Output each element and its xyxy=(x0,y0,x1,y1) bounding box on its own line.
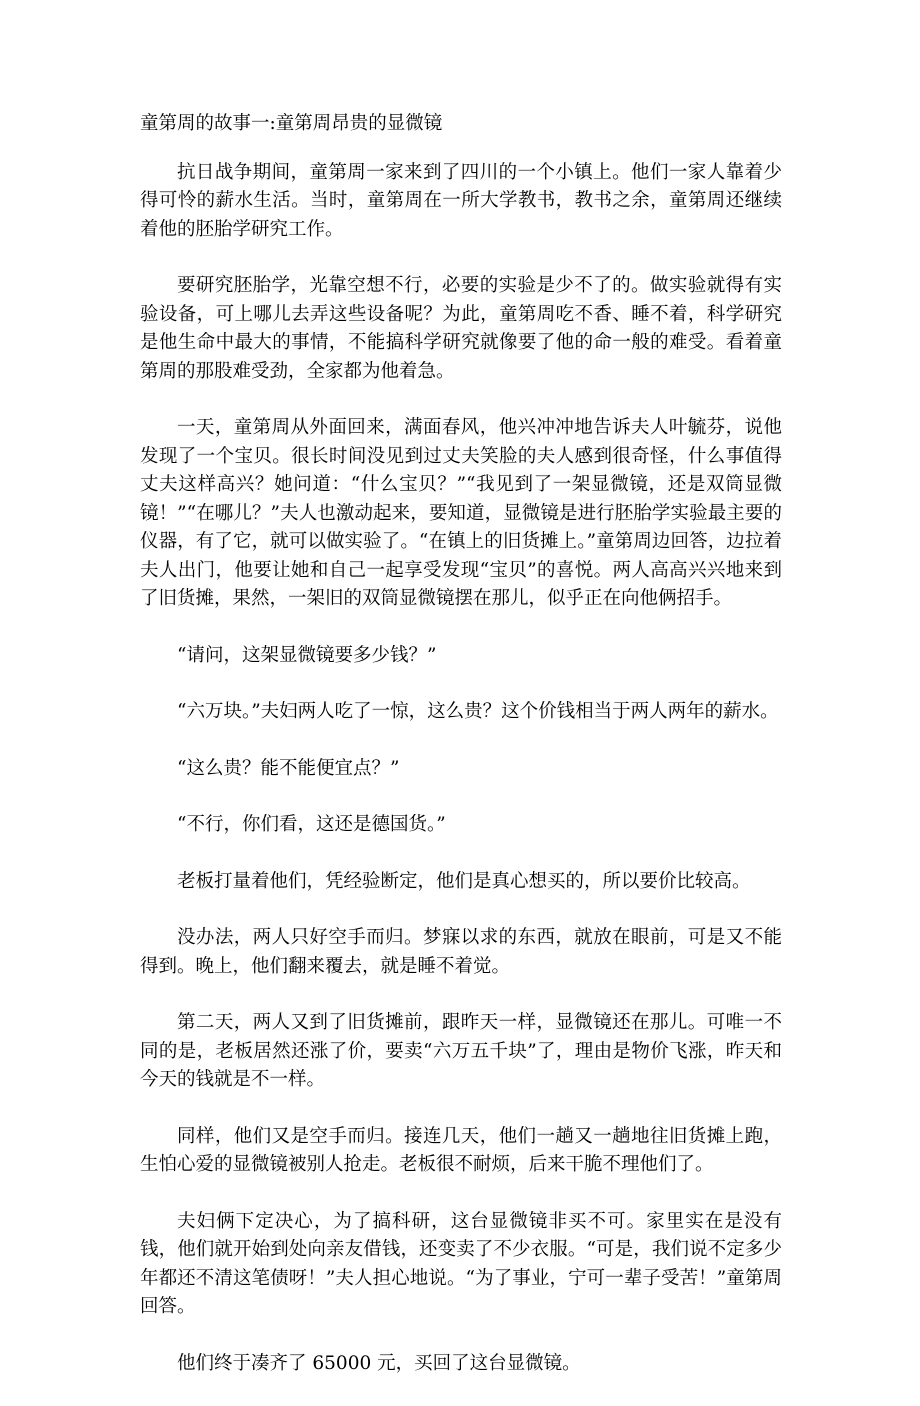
paragraph: 夫妇俩下定决心，为了搞科研，这台显微镜非买不可。家里实在是没有钱，他们就开始到处向亲友借钱，还变卖了不少衣服。“可是，我们说不定多少年都还不清这笔债呀！”夫人担心地说。“为了事业，宁可一辈子受苦！”童第周回答。 xyxy=(140,1210,782,1317)
document-title: 童第周的故事一:童第周昂贵的显微镜 xyxy=(140,113,443,134)
paragraph: 老板打量着他们，凭经验断定，他们是真心想买的，所以要价比较高。 xyxy=(177,870,751,892)
paragraph: “不行，你们看，这还是德国货。” xyxy=(177,814,446,835)
paragraph: 要研究胚胎学，光靠空想不行，必要的实验是少不了的。做实验就得有实验设备，可上哪儿去弄这些设备呢？为此，童第周吃不香、睡不着，科学研究是他生命中最大的事情，不能搞科学研究就像要了他的命一般的难受。看着童第周的那股难受劲，全家都为他着急。 xyxy=(140,275,782,382)
paragraph: “请问，这架显微镜要多少钱？” xyxy=(177,644,437,666)
paragraph: 没办法，两人只好空手而归。梦寐以求的东西，就放在眼前，可是又不能得到。晚上，他们翻来覆去，就是睡不着觉。 xyxy=(140,927,782,977)
paragraph: 抗日战争期间，童第周一家来到了四川的一个小镇上。他们一家人靠着少得可怜的薪水生活。当时，童第周在一所大学教书，教书之余，童第周还继续着他的胚胎学研究工作。 xyxy=(140,161,782,240)
paragraph: 同样，他们又是空手而归。接连几天，他们一趟又一趟地往旧货摊上跑，生怕心爱的显微镜被别人抢走。老板很不耐烦，后来干脆不理他们了。 xyxy=(140,1125,782,1175)
paragraph: 一天，童第周从外面回来，满面春风，他兴冲冲地告诉夫人叶毓芬，说他发现了一个宝贝。很长时间没见到过丈夫笑脸的夫人感到很奇怪，什么事值得丈夫这样高兴？她问道：“什么宝贝？”“我见到了一架显微镜，还是双筒显微镜！”“在哪儿？”夫人也激动起来，要知道，显微镜是进行胚胎学实验最主要的仪器，有了它，就可以做实验了。“在镇上的旧货摊上。”童第周边回答，边拉着夫人出门，他要让她和自己一起享受发现“宝贝”的喜悦。两人高高兴兴地来到了旧货摊，果然，一架旧的双筒显微镜摆在那儿，似乎正在向他俩招手。 xyxy=(140,417,782,609)
paragraph: “六万块。”夫妇两人吃了一惊，这么贵？这个价钱相当于两人两年的薪水。 xyxy=(177,701,779,722)
paragraph: 第二天，两人又到了旧货摊前，跟昨天一样，显微镜还在那儿。可唯一不同的是，老板居然还涨了价，要卖“六万五千块”了，理由是物价飞涨，昨天和今天的钱就是不一样。 xyxy=(140,1012,782,1090)
document-page xyxy=(140,110,782,1406)
paragraph: “这么贵？能不能便宜点？” xyxy=(177,757,400,779)
paragraph: 他们终于凑齐了 65000 元，买回了这台显微镜。 xyxy=(177,1352,581,1374)
